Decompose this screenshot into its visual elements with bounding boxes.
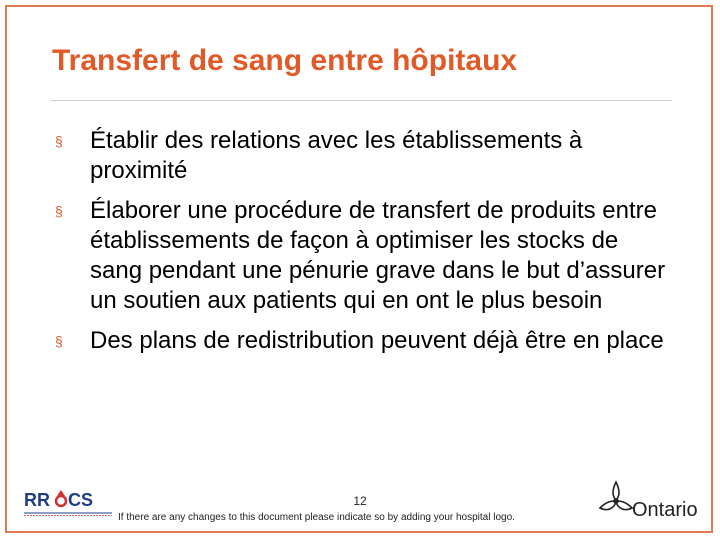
rrocs-logo — [22, 486, 114, 518]
svg-text:Ontario: Ontario — [632, 499, 698, 521]
slide-title: Transfert de sang entre hôpitaux — [52, 44, 518, 77]
title-divider — [50, 100, 672, 101]
bullet-text: Élaborer une procédure de transfert de produits entre établissements de façon à optimiser les stocks de sang pendant une pénurie grave dans le but d’assurer un soutien aux patients qui en ont le plus besoin — [90, 197, 666, 314]
bullet-text: Établir des relations avec les établissements à proximité — [90, 127, 583, 184]
bullet-marker: § — [55, 333, 63, 349]
trillium-icon — [600, 482, 632, 510]
bullet-marker: § — [55, 133, 63, 149]
ontario-logo — [596, 478, 708, 524]
footer-note: If there are any changes to this document please indicate so by adding your hospital logo. — [118, 512, 515, 523]
bullet-list — [55, 126, 675, 366]
logo-drop-icon — [56, 496, 66, 506]
bullet-item — [55, 126, 675, 186]
bullet-marker: § — [55, 203, 63, 219]
bullet-text: Des plans de redistribution peuvent déjà être en place — [90, 327, 664, 354]
bullet-item — [55, 326, 675, 356]
page-number: 12 — [353, 494, 367, 508]
svg-text:CS: CS — [68, 490, 94, 510]
bullet-item — [55, 196, 675, 316]
svg-text:RR: RR — [24, 490, 50, 510]
